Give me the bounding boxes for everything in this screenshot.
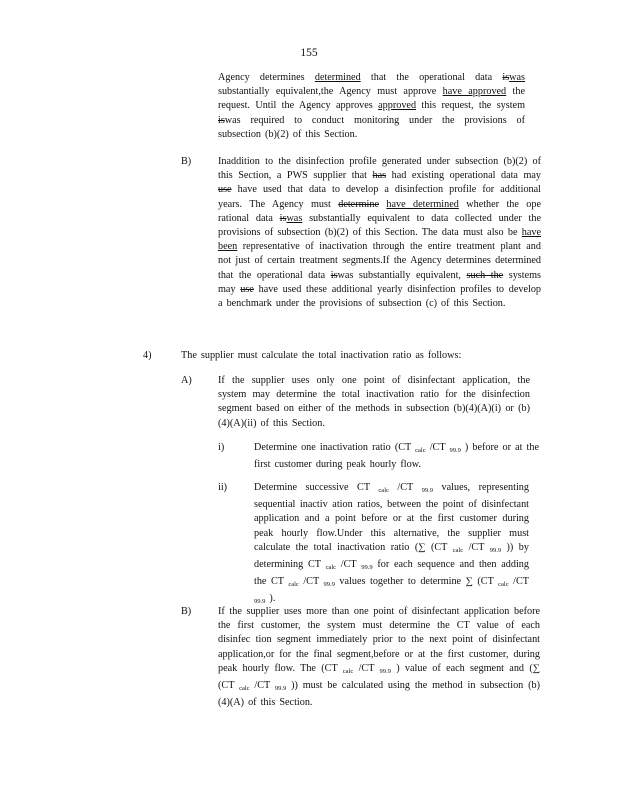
inserted-text: have approved (442, 86, 507, 98)
item-4-paragraph: The supplier must calculate the total inactivation ratio as follows: (181, 350, 462, 361)
body-text: /CT (249, 680, 275, 692)
inserted-text: have determined (386, 198, 459, 210)
body-text: /CT (463, 541, 490, 553)
body-text: values together to determine ∑ (CT (334, 576, 499, 588)
deleted-text: use (240, 283, 254, 295)
subscript-text: calc (239, 685, 250, 693)
deleted-text: use (218, 184, 232, 196)
subscript-text: 99.9 (421, 487, 433, 494)
body-text: had existing operational data may (386, 170, 542, 182)
body-text: representative of inactivation through the entire treatment plant and not just of certain treatment segments.If the Agency determines determined that the operational data (218, 241, 541, 281)
deleted-text: is (330, 269, 338, 281)
body-text: )) by determining CT (254, 541, 529, 571)
subscript-text: calc (325, 564, 337, 572)
intro-paragraph (218, 71, 525, 142)
subscript-text: calc (378, 487, 389, 494)
deleted-text: is (502, 72, 510, 83)
body-text: /CT (388, 482, 422, 493)
subscript-text: calc (288, 581, 299, 589)
body-text: Determine one inactivation ratio (CT (254, 442, 416, 453)
body-text: /CT (336, 559, 362, 571)
body-text: ). (265, 593, 276, 605)
inserted-text: determined (314, 72, 361, 83)
subscript-text: 99.9 (361, 564, 373, 572)
body-text: have used that data to develop a disinfection profile for additional years. The Agency must (218, 184, 541, 210)
subscript-text: 99.9 (449, 447, 461, 454)
item-a-paragraph: If the supplier uses only one point of disinfectant application, the system may determine the total inactivation ratio for the disinfection segment based on either of the methods in subsection (b)(4)(A)(i) or (b)(4)(A)(ii) of this Section. (218, 375, 530, 429)
inserted-text: was (509, 72, 525, 83)
body-text: was required to conduct monitoring under the provisions of subsection (b)(2) of this Section. (218, 114, 525, 140)
body-text: values, representing sequential inactiv ation ratios, between the point of disinfectant application and a point before or at the first customer during peak hourly flow.Under this alternative, the supplier must calculate the total inactivation ratio (∑ (CT (254, 482, 529, 553)
body-text: systems may (218, 269, 542, 295)
deleted-text: such the (466, 269, 504, 281)
body-text: that the operational data (360, 72, 503, 83)
inserted-text: was (286, 212, 303, 224)
body-text: have used these additional yearly disinfection profiles to develop a benchmark under the provisions of subsection (c) of this Section. (218, 283, 542, 310)
body-text: /CT (425, 442, 450, 453)
subscript-text: calc (342, 667, 354, 675)
item-ii-paragraph (254, 481, 529, 610)
item-b2-label: B) (181, 606, 192, 617)
body-text: /CT (353, 662, 380, 674)
body-text: Inaddition to the disinfection profile generated under subsection (b)(2) of this Section, a PWS supplier that (218, 156, 541, 182)
item-i-paragraph (254, 441, 539, 472)
body-text: Agency determines (218, 72, 315, 83)
body-text: this request, the system (416, 100, 525, 112)
inserted-text: approved (378, 100, 417, 112)
subscript-text: 99.9 (379, 667, 391, 675)
subscript-text: 99.9 (274, 685, 287, 693)
item-b2-paragraph (218, 605, 540, 710)
item-4-label: 4) (143, 350, 152, 361)
body-text: Determine successive CT (254, 482, 379, 493)
body-text: ) before or at the first customer during peak hourly flow. (254, 442, 539, 471)
deleted-text: is (279, 212, 287, 224)
body-text: )) must be calculated using the method in subsection (b)(4)(A) of this Section. (218, 680, 540, 709)
item-a-label: A) (181, 375, 192, 386)
item-b-paragraph (218, 155, 541, 311)
body-text: whether the ope rational data (218, 198, 542, 224)
subscript-text: calc (415, 447, 426, 454)
subscript-text: calc (498, 581, 509, 589)
body-text: was substantially equivalent, (337, 269, 467, 281)
inserted-text: have been (218, 227, 541, 253)
body-text: /CT (298, 576, 324, 588)
subscript-text: calc (452, 546, 464, 554)
subscript-text: 99.9 (254, 598, 266, 606)
subscript-text: 99.9 (323, 581, 335, 589)
item-b-label: B) (181, 156, 192, 167)
body-text: for each sequence and then adding the CT (254, 559, 529, 588)
body-text: substantially equivalent to data collected under the provisions of subsection (b)(2) of this Section. The data must also be (218, 212, 541, 239)
body-text: ) value of each segment and (∑ (CT (218, 662, 540, 692)
item-ii-label: ii) (218, 482, 228, 493)
body-text: substantially equivalent,the Agency must approve (218, 86, 443, 98)
body-text: /CT (508, 576, 530, 588)
body-text: If the supplier uses more than one point of disinfectant application before the first customer, the system must determine the CT value of each disinfec tion segment immediately prior to the next point of disinfectant application,or for the final segment,before or at the first customer, during peak hourly flow. The (CT (218, 606, 540, 674)
deleted-text: has (372, 170, 387, 182)
deleted-text: determine (338, 198, 379, 210)
subscript-text: 99.9 (489, 546, 502, 554)
body-text: the request. Until the Agency approves (218, 86, 525, 112)
deleted-text: is (218, 114, 225, 126)
item-i-label: i) (218, 442, 225, 453)
page-number: 155 (300, 47, 318, 59)
